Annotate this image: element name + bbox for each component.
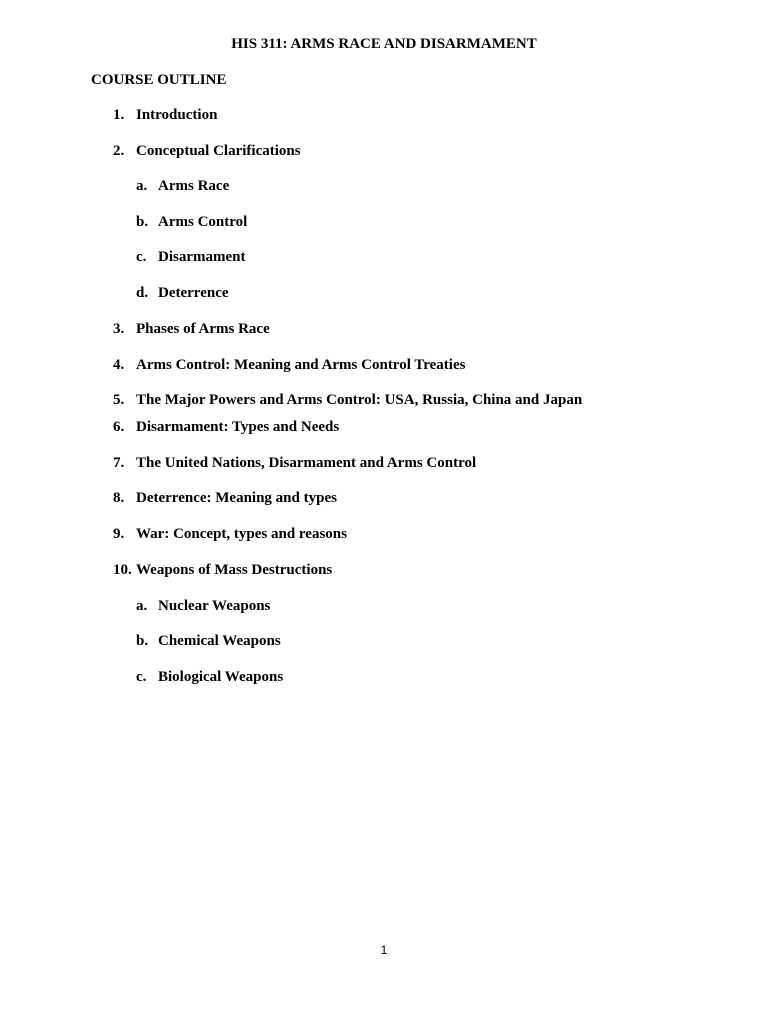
subitem-nuclear-weapons: Nuclear Weapons [158,598,271,614]
outline-item-disarmament-types: Disarmament: Types and Needs [136,419,340,435]
outline-item-phases-of-arms-race: Phases of Arms Race [136,321,270,337]
subitem-letter: c. [136,669,147,685]
subitem-letter: a. [136,178,148,194]
subitem-letter: c. [136,249,147,265]
item-number: 3. [113,321,125,337]
subitem-deterrence: Deterrence [158,285,229,301]
page-number: 1 [380,943,388,957]
subitem-disarmament: Disarmament [158,249,246,265]
subitem-arms-control: Arms Control [158,214,248,230]
subitem-arms-race: Arms Race [158,178,230,194]
outline-item-introduction: Introduction [136,107,218,123]
outline-item-deterrence-meaning: Deterrence: Meaning and types [136,490,337,506]
item-number: 7. [113,455,125,471]
document-title: HIS 311: ARMS RACE AND DISARMAMENT [231,36,537,52]
subitem-letter: b. [136,214,149,230]
outline-item-united-nations: The United Nations, Disarmament and Arms Control [136,455,477,471]
item-number: 4. [113,357,125,373]
item-number: 5. [113,392,125,408]
subitem-letter: b. [136,633,149,649]
subitem-letter: a. [136,598,148,614]
item-number: 1. [113,107,125,123]
outline-item-conceptual-clarifications: Conceptual Clarifications [136,143,301,159]
item-number: 6. [113,419,125,435]
course-outline-heading: COURSE OUTLINE [91,72,227,88]
item-number: 2. [113,143,125,159]
outline-item-weapons-of-mass-destruction: Weapons of Mass Destructions [136,562,333,578]
outline-item-arms-control-treaties: Arms Control: Meaning and Arms Control Treaties [136,357,466,373]
outline-item-war: War: Concept, types and reasons [136,526,347,542]
outline-item-major-powers: The Major Powers and Arms Control: USA, Russia, China and Japan [136,392,583,408]
subitem-chemical-weapons: Chemical Weapons [158,633,281,649]
item-number: 8. [113,490,125,506]
subitem-biological-weapons: Biological Weapons [158,669,284,685]
subitem-letter: d. [136,285,149,301]
item-number: 9. [113,526,125,542]
item-number: 10. [113,562,132,578]
